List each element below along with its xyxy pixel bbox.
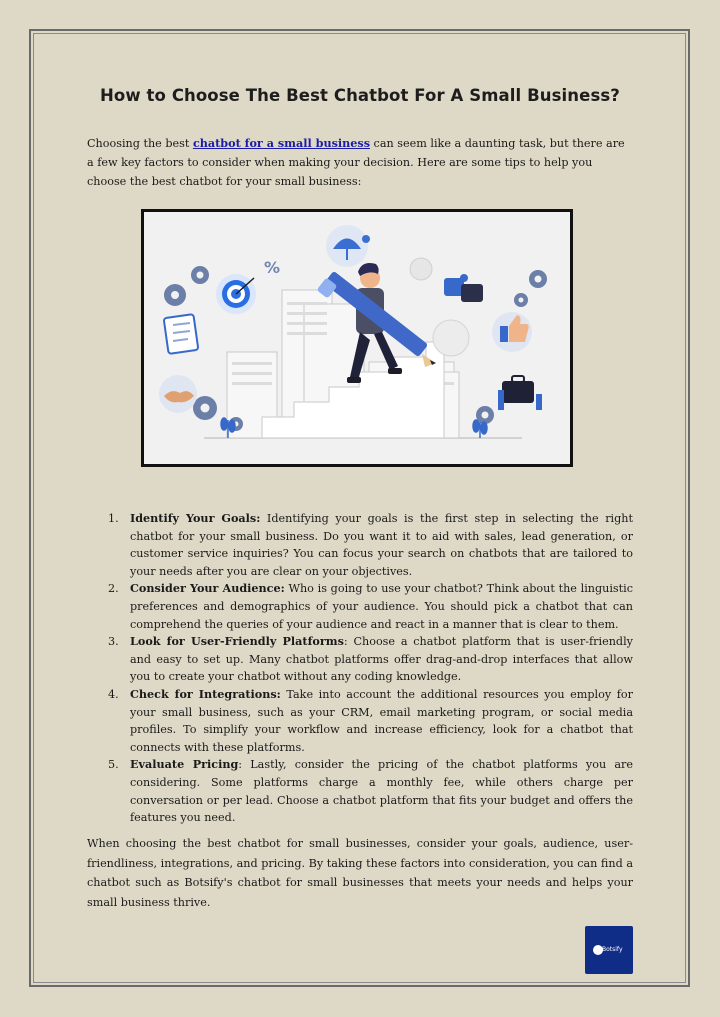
- list-number: 4.: [108, 687, 119, 701]
- tip-label: Identify Your Goals:: [130, 511, 261, 525]
- intro-text-before: Choosing the best: [87, 137, 193, 150]
- percent-text: %: [264, 258, 281, 277]
- tips-list: [87, 510, 633, 827]
- umbrella-icon: [326, 225, 370, 267]
- tip-label: Look for User-Friendly Platforms: [130, 634, 344, 649]
- list-item: [87, 580, 633, 633]
- page-title: How to Choose The Best Chatbot For A Small Business?: [100, 86, 620, 105]
- list-item: [87, 510, 633, 580]
- hero-illustration: [141, 209, 573, 467]
- chatbot-link[interactable]: chatbot for a small business: [192, 136, 370, 150]
- tip-label: Check for Integrations:: [130, 686, 281, 701]
- tip-text: : Lastly, consider the pricing of the chatbot platforms you are considering. Some platforms charge a monthly fee, while others charge per conversation or per lead. Choose a chatbot platform that fits your budget and offers the features you need.: [130, 758, 634, 825]
- list-item: [87, 633, 633, 686]
- list-item: [87, 756, 633, 826]
- handshake-icon: [159, 375, 197, 413]
- logo-text: Botsify: [602, 946, 623, 953]
- staircase-illustration: [144, 212, 570, 464]
- checklist-icon: [164, 314, 199, 354]
- list-number: 2.: [108, 582, 119, 596]
- thumbs-up-icon: [492, 312, 532, 352]
- target-icon: [216, 274, 256, 314]
- closing-paragraph: When choosing the best chatbot for small businesses, consider your goals, audience, user-friendliness, integrations, and pricing. By taking these factors into consideration, you can find a chatbot such as Botsify's chatbot for small businesses that meets your needs and helps your small business thrive.: [87, 837, 633, 909]
- list-number: 5.: [108, 758, 119, 772]
- intro-text-after: can seem like a daunting task, but there are a few key factors to consider when making your decision. Here are some tips to help you choose the best chatbot for your small business:: [87, 137, 625, 188]
- tip-text: : Choose a chatbot platform that is user-friendly and easy to set up. Many chatbot platforms offer drag-and-drop interfaces that allow you to create your chatbot without any coding knowledge.: [130, 635, 633, 684]
- list-number: 3.: [108, 635, 119, 649]
- briefcase-icon: [498, 376, 542, 410]
- intro-paragraph: [87, 134, 633, 191]
- list-number: 1.: [108, 512, 119, 525]
- tip-text: Who is going to use your chatbot? Think about the linguistic preferences and demographics of your audience. You should pick a chatbot that can comprehend the queries of your audience and react in a manner that is clear to them.: [130, 582, 634, 631]
- tip-text: Identifying your goals is the first step in selecting the right chatbot for your small business. Do you want it to aid with sales, lead generation, or customer service inquiries? You can focus your search on chatbots that are tailored to your needs after you are clear on your objectives.: [130, 512, 633, 578]
- tip-label: Consider Your Audience:: [130, 581, 285, 596]
- tip-label: Evaluate Pricing: [130, 757, 239, 772]
- tip-text: Take into account the additional resources you employ for your small business, such as your CRM, email marketing program, or social media profiles. To simplify your workflow and increase efficiency, look for a chatbot that connects with these platforms.: [130, 687, 633, 754]
- puzzle-icon: [444, 274, 483, 302]
- botsify-logo[interactable]: [585, 926, 633, 974]
- list-item: [87, 686, 633, 756]
